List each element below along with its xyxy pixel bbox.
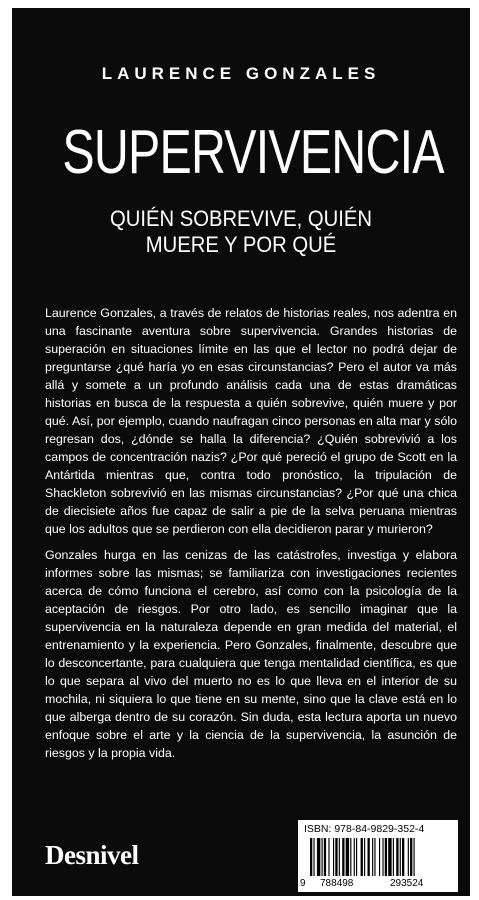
barcode-box (298, 820, 458, 892)
cover-panel (12, 8, 470, 896)
barcode-bar (393, 838, 394, 876)
barcode-bar (335, 838, 337, 876)
barcode-bar (396, 838, 398, 876)
barcode-bar (333, 838, 334, 876)
barcode-bar (372, 838, 373, 876)
barcode-bar (310, 838, 312, 876)
barcode-bar (313, 838, 314, 876)
synopsis-paragraph-1: Laurence Gonzales, a través de relatos de historias reales, nos adentra en una fascinante aventura sobre supervivencia. Grandes historias de superación en situaciones límite en las que el lector no podrá dejar de preguntarse ¿qué haría yo en esas circunstancias? Pero el autor va más allá y somete a un profundo análisis cada una de estas dramáticas historias en busca de la respuesta a quién sobrevive, quién muere y por qué. Así, por ejemplo, cuando naufragan cinco personas en alta mar y sólo regresan dos, ¿dónde se halla la diferencia? ¿Quién sobrevivió a los campos de concentración nazis? ¿Por qué pereció el grupo de Scott en la Antártida mientras que, contra todo pronóstico, la tripulación de Shackleton sobrevivió en las mismas circunstancias? ¿Por qué una chica de diecisiete años fue capaz de salir a pie de la selva peruana mientras que los adultos que se perdieron con ella decidieron parar y murieron? (45, 306, 457, 536)
isbn-label: ISBN: 978-84-9829-352-4 (304, 823, 425, 835)
synopsis (45, 304, 457, 770)
barcode-bar (414, 838, 415, 876)
barcode-digits (298, 878, 458, 890)
barcode-bar (342, 838, 344, 876)
barcode-bar (385, 838, 387, 876)
barcode-bar (322, 838, 323, 876)
barcode-bar (339, 838, 340, 876)
barcode-bar (400, 838, 401, 876)
barcode-bar (364, 838, 365, 876)
barcode-bar (402, 838, 404, 876)
barcode-bar (324, 838, 326, 876)
barcode-bar (317, 838, 320, 876)
barcode-bar (368, 838, 370, 876)
barcode-bar (382, 838, 383, 876)
barcode-bar (356, 838, 357, 876)
barcode-bar (354, 838, 355, 876)
barcode-icon (310, 838, 448, 876)
subtitle-line-2: MUERE Y POR QUÉ (145, 232, 337, 257)
book-subtitle (30, 206, 451, 258)
barcode-bar (379, 838, 380, 876)
publisher-logo: Desnivel (45, 840, 139, 870)
barcode-bar (408, 838, 409, 876)
barcode-bar (350, 838, 351, 876)
barcode-bar (361, 838, 363, 876)
barcode-digits-left: 788498 (320, 878, 354, 889)
barcode-bar (328, 838, 329, 876)
synopsis-paragraph-2: Gonzales hurga en las cenizas de las catástrofes, investiga y elabora informes sobre las mismas; se familiariza con investigaciones recientes acerca de cómo funciona el cerebro, así como con la psicología de la aceptación de riesgos. Por otro lado, es sencillo imaginar que la supervivencia en la naturaleza depende en gran medida del material, el entrenamiento y la experiencia. Pero Gonzales, finalmente, descubre que lo desconcertante, para cualquiera que tenga mentalidad científica, es que lo que separa al vivo del muerto no es lo que lleva en el interior de su mochila, ni siquiera lo que tiene en su mente, sino que la clave está en lo que alberga dentro de su corazón. Sin duda, esta lectura aporta un nuevo enfoque sobre el arte y la ciencia de la supervivencia, la asunción de riesgos y la propia vida. (45, 548, 457, 760)
author-name: LAURENCE GONZALES (101, 64, 381, 83)
book-title: SUPERVIVENCIA (62, 118, 444, 187)
barcode-bar (410, 838, 412, 876)
barcode-bar (374, 838, 375, 876)
subtitle-line-1: QUIÉN SOBREVIVE, QUIÉN (109, 206, 373, 231)
barcode-bar (388, 838, 391, 876)
barcode-bar (346, 838, 349, 876)
barcode-digit-lead: 9 (300, 878, 306, 889)
barcode-digits-right: 293524 (390, 878, 424, 889)
